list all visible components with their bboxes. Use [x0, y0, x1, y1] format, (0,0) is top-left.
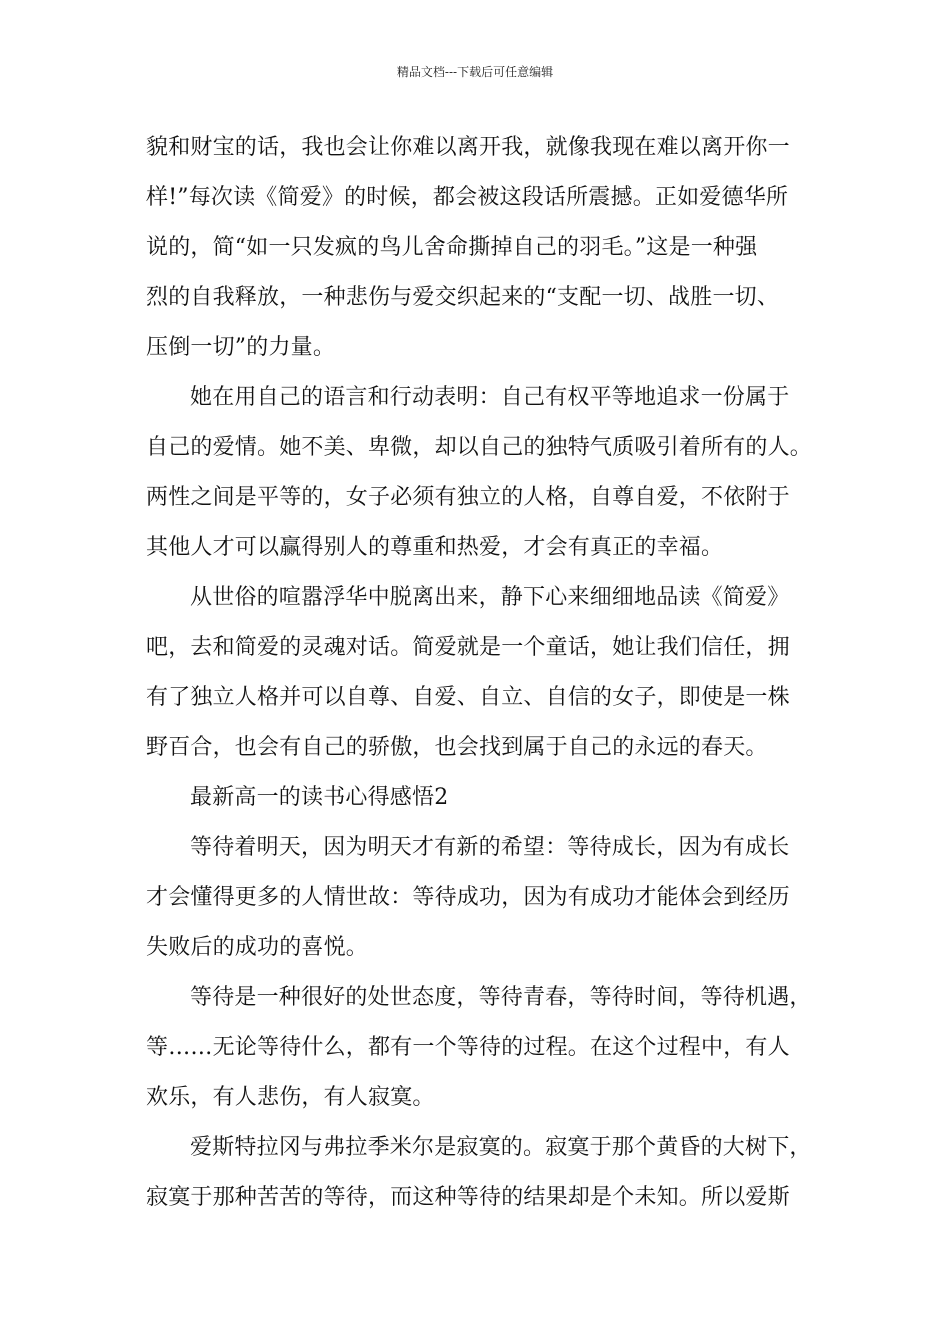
- paragraph-start-line: 等待是一种很好的处世态度，等待青春，等待时间，等待机遇，: [190, 985, 812, 1010]
- text-line: 吧，去和简爱的灵魂对话。简爱就是一个童话，她让我们信任，拥: [146, 635, 790, 660]
- text-line: 两性之间是平等的，女子必须有独立的人格，自尊自爱，不依附于: [146, 485, 790, 510]
- text-line: 自己的爱情。她不美、卑微，却以自己的独特气质吸引着所有的人。: [146, 435, 813, 460]
- text-line: 说的，简“如一只发疯的鸟儿舍命撕掉自己的羽毛。”这是一种强: [146, 235, 758, 260]
- paragraph-start-line: 等待着明天，因为明天才有新的希望：等待成长，因为有成长: [190, 835, 790, 860]
- paragraph-start-line: 从世俗的喧嚣浮华中脱离出来，静下心来细细地品读《简爱》: [190, 585, 790, 610]
- text-line: 才会懂得更多的人情世故：等待成功，因为有成功才能体会到经历: [146, 885, 790, 910]
- text-line: 其他人才可以赢得别人的尊重和热爱，才会有真正的幸福。: [146, 535, 724, 560]
- paragraph-start-line: 她在用自己的语言和行动表明：自己有权平等地追求一份属于: [190, 385, 790, 410]
- paragraph-start-line: 爱斯特拉冈与弗拉季米尔是寂寞的。寂寞于那个黄昏的大树下，: [190, 1135, 812, 1160]
- text-line: 烈的自我释放，一种悲伤与爱交织起来的“支配一切、战胜一切、: [146, 285, 780, 310]
- text-line: 野百合，也会有自己的骄傲，也会找到属于自己的永远的春天。: [146, 735, 768, 760]
- text-line: 压倒一切”的力量。: [146, 335, 336, 360]
- section-heading: 最新高一的读书心得感悟2: [190, 785, 449, 810]
- document-body: [146, 123, 813, 1223]
- text-line: 寂寞于那种苦苦的等待，而这种等待的结果却是个未知。所以爱斯: [146, 1185, 790, 1210]
- text-line: 失败后的成功的喜悦。: [146, 935, 369, 960]
- text-line: 有了独立人格并可以自尊、自爱、自立、自信的女子，即使是一株: [146, 685, 790, 710]
- text-line: 欢乐，有人悲伤，有人寂寞。: [146, 1085, 435, 1110]
- text-line: 貌和财宝的话，我也会让你难以离开我，就像我现在难以离开你一: [146, 135, 790, 160]
- text-line: 样!”每次读《简爱》的时候，都会被这段话所震撼。正如爱德华所: [146, 185, 789, 210]
- page-header: 精品文档---下载后可任意编辑: [396, 65, 554, 79]
- text-line: 等……无论等待什么，都有一个等待的过程。在这个过程中，有人: [146, 1035, 790, 1060]
